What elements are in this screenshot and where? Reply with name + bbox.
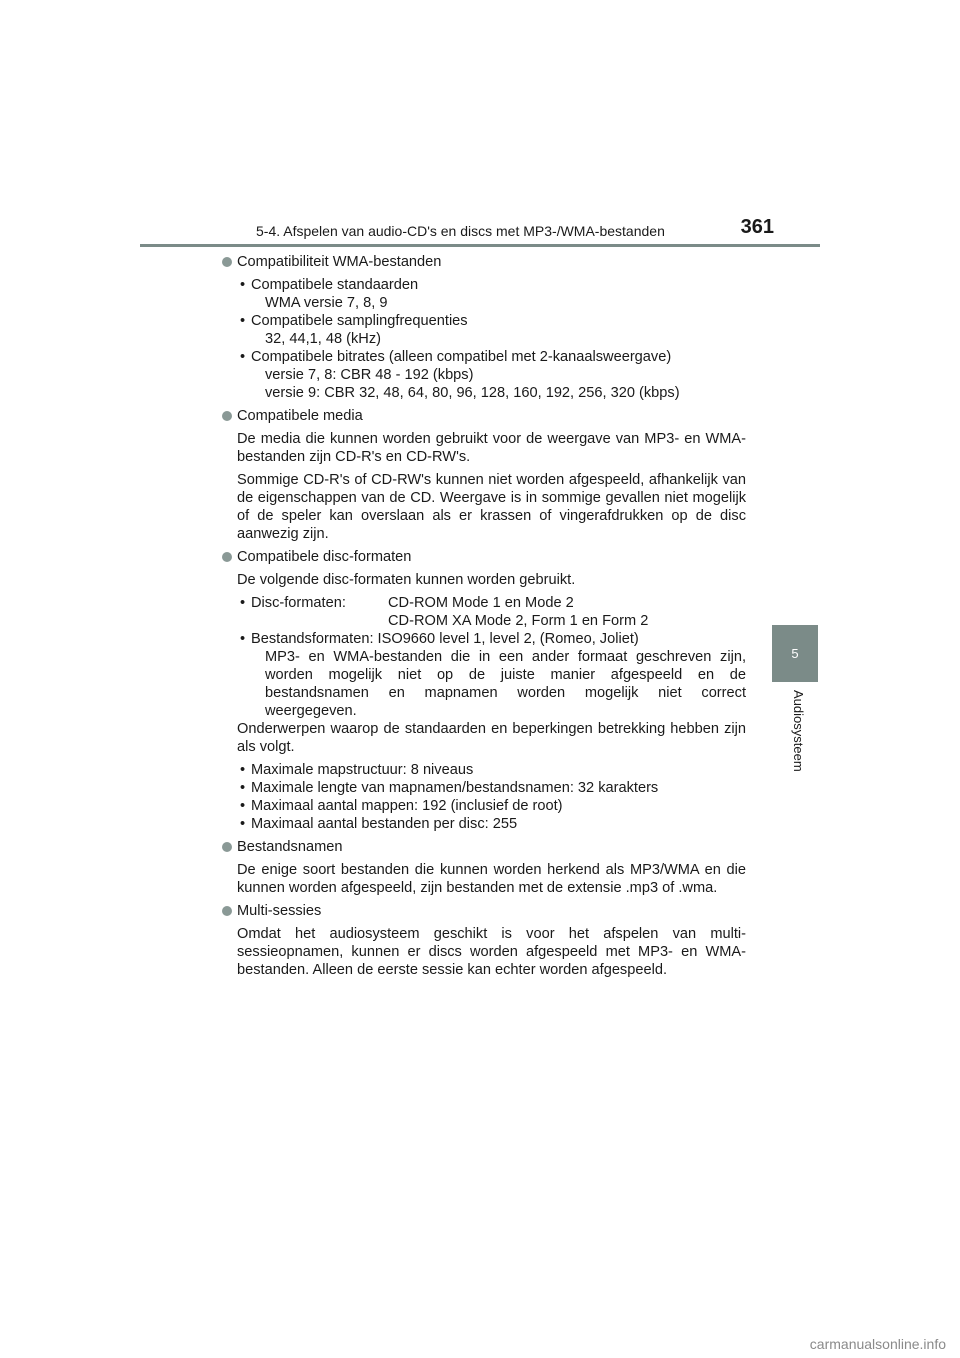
bullet-icon: •	[240, 313, 246, 329]
list-item: • Compatibele standaarden WMA versie 7, 8, 9	[240, 277, 419, 311]
section-title-filenames: Bestandsnamen	[237, 839, 343, 855]
watermark-link[interactable]: carmanualsonline.info	[809, 1336, 946, 1352]
bullet-icon: •	[240, 631, 246, 647]
page-content	[222, 253, 746, 984]
section-wma	[222, 253, 746, 402]
section-title-multisession: Multi-sessies	[237, 903, 322, 919]
disc-formats-label: Disc-formaten:	[251, 595, 346, 611]
paragraph: De volgende disc-formaten kunnen worden gebruikt.	[237, 572, 576, 588]
paragraph: De media die kunnen worden gebruikt voor de weergave van MP3- en WMA-bestanden zijn CD-R's en CD-RW's.	[237, 431, 746, 465]
bullet-icon: •	[240, 780, 246, 796]
bullet-dot-icon	[222, 411, 232, 421]
bullet-dot-icon	[222, 906, 232, 916]
list-item: • Maximaal aantal bestanden per disc: 255	[240, 816, 518, 832]
section-filenames	[222, 838, 746, 897]
wma-list	[237, 276, 746, 402]
section-title-formats: Compatibele disc-formaten	[237, 549, 412, 565]
page-header	[140, 216, 820, 246]
bullet-icon: •	[240, 762, 246, 778]
bullet-icon: •	[240, 798, 246, 814]
list-item: • Maximale mapstructuur: 8 niveaus	[240, 762, 474, 778]
disc-formats-value: CD-ROM XA Mode 2, Form 1 en Form 2	[388, 613, 649, 629]
bullet-icon: •	[240, 816, 246, 832]
bullet-dot-icon	[222, 842, 232, 852]
bullet-dot-icon	[222, 257, 232, 267]
chapter-label: Audiosysteem	[791, 690, 806, 772]
section-title: 5-4. Afspelen van audio-CD's en discs met MP3-/WMA-bestanden	[256, 223, 665, 239]
list-item: • Compatibele samplingfrequenties 32, 44,1, 48 (kHz)	[240, 313, 468, 347]
section-multisession	[222, 902, 746, 979]
bullet-icon: •	[240, 595, 246, 611]
list-item	[237, 594, 746, 630]
list-item: • Maximaal aantal mappen: 192 (inclusief de root)	[240, 798, 563, 814]
paragraph: De enige soort bestanden die kunnen worden herkend als MP3/WMA en die kunnen worden afgespeeld, zijn bestanden met de extensie .mp3 of .wma.	[237, 862, 746, 896]
section-media	[222, 407, 746, 543]
section-formats	[222, 548, 746, 833]
header-rule	[140, 244, 820, 247]
paragraph: Onderwerpen waarop de standaarden en beperkingen betrekking hebben zijn als volgt.	[237, 721, 746, 755]
list-item: • Bestandsformaten: ISO9660 level 1, level 2, (Romeo, Joliet) MP3- en WMA-bestanden die in een ander formaat geschreven zijn, worden mogelijk niet op de juiste manier afgespeeld en de bestandsnamen en mapnamen worden mogelijk niet correct weergegeven.	[240, 631, 746, 719]
section-title-wma: Compatibiliteit WMA-bestanden	[237, 254, 442, 270]
limits-list	[237, 761, 746, 833]
paragraph: Omdat het audiosysteem geschikt is voor het afspelen van multi-sessieopnamen, kunnen er discs worden afgespeeld met MP3- en WMA-bestanden. Alleen de eerste sessie kan echter worden afgespeeld.	[237, 926, 746, 978]
section-title-media: Compatibele media	[237, 408, 363, 424]
bullet-icon: •	[240, 349, 246, 365]
list-item: • Compatibele bitrates (alleen compatibel met 2-kanaalsweergave) versie 7, 8: CBR 48 - 192 (kbps) versie 9: CBR 32, 48, 64, 80, 96, 128, 160, 192, 256, 320 (kbps)	[240, 349, 680, 401]
paragraph: Sommige CD-R's of CD-RW's kunnen niet worden afgespeeld, afhankelijk van de eigenschappen van de CD. Weergave is in sommige gevallen niet mogelijk of de speler kan overslaan als er krassen of vingerafdrukken op de disc aanwezig zijn.	[237, 472, 746, 542]
disc-formats-value: CD-ROM Mode 1 en Mode 2	[388, 595, 574, 611]
list-item: • Maximale lengte van mapnamen/bestandsnamen: 32 karakters	[240, 780, 659, 796]
bullet-icon: •	[240, 277, 246, 293]
chapter-tab: 5	[772, 625, 818, 682]
page-number: 361	[740, 216, 774, 238]
bullet-dot-icon	[222, 552, 232, 562]
